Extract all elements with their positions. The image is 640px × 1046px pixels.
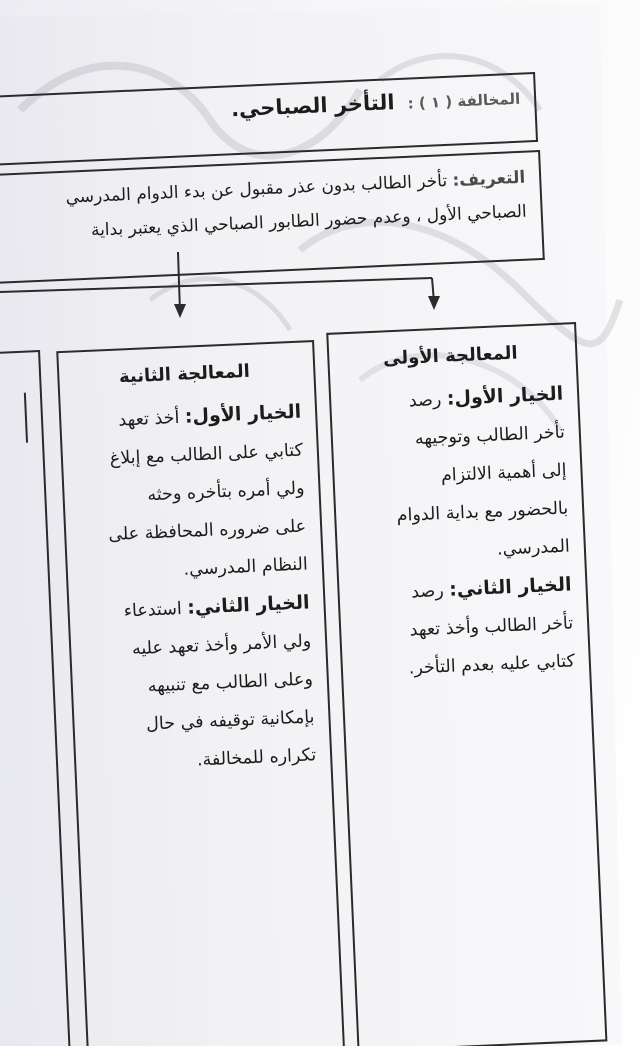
- second-option-2-line: استدعاء: [123, 599, 183, 622]
- second-option-2-line: بإمكانية توقيفه في حال: [145, 707, 315, 735]
- second-option-1-line: أخذ تعهد: [117, 407, 180, 431]
- definition-text-2: الصباحي الأول ، وعدم حضور الطابور الصباحي الذي يعتبر بداية: [90, 201, 528, 241]
- first-option-2-line: رصد: [410, 581, 445, 603]
- cut-off-border: [16, 393, 28, 443]
- first-treatment-heading: المعالجة الأولى: [382, 342, 519, 370]
- definition-text-1: تأخر الطالب بدون عذر مقبول عن بدء الدوام المدرسي: [65, 171, 448, 208]
- first-option-1-line: المدرسي.: [496, 536, 571, 560]
- first-option-2-line: كتابي عليه بعدم التأخر.: [408, 651, 576, 679]
- first-option-1-line: بالحضور مع بداية الدوام: [396, 498, 569, 526]
- second-treatment-heading: المعالجة الثانية: [118, 360, 251, 388]
- arrow-down-icon: [428, 296, 440, 310]
- second-option-2-line: تكراره للمخالفة.: [196, 745, 317, 771]
- first-option-2-label: الخيار الثاني:: [448, 573, 572, 601]
- second-option-2-line: وعلى الطالب مع تنبيهه: [147, 669, 314, 697]
- first-option-1-line: رصد: [408, 389, 442, 412]
- violation-title: التأخر الصباحي.: [230, 90, 396, 122]
- second-option-2-label: الخيار الثاني:: [186, 591, 310, 619]
- first-option-2-line: تأخر الطالب وأخذ تعهد: [409, 613, 574, 641]
- second-option-1-line: على ضروره المحافظة على: [107, 516, 307, 546]
- second-option-1-line: النظام المدرسي.: [183, 554, 309, 580]
- violation-label: المخالفة ( ١ ) :: [407, 89, 521, 113]
- second-treatment-column: [56, 340, 345, 1046]
- second-option-1-label: الخيار الأول:: [184, 400, 302, 428]
- definition-label: التعريف:: [452, 167, 526, 191]
- first-option-1-label: الخيار الأول:: [446, 382, 564, 410]
- second-option-2-line: ولي الأمر وأخذ تعهد عليه: [131, 631, 312, 660]
- first-option-1-line: تأخر الطالب وتوجيهه: [414, 422, 566, 450]
- first-option-1-line: إلى أهمية الالتزام: [440, 460, 567, 487]
- first-treatment-column: [326, 322, 607, 1046]
- arrow-down-icon: [174, 304, 186, 318]
- second-option-1-line: كتابي على الطالب مع إبلاغ: [109, 440, 304, 470]
- second-option-1-line: ولي أمره بتأخره وحثه: [146, 478, 305, 506]
